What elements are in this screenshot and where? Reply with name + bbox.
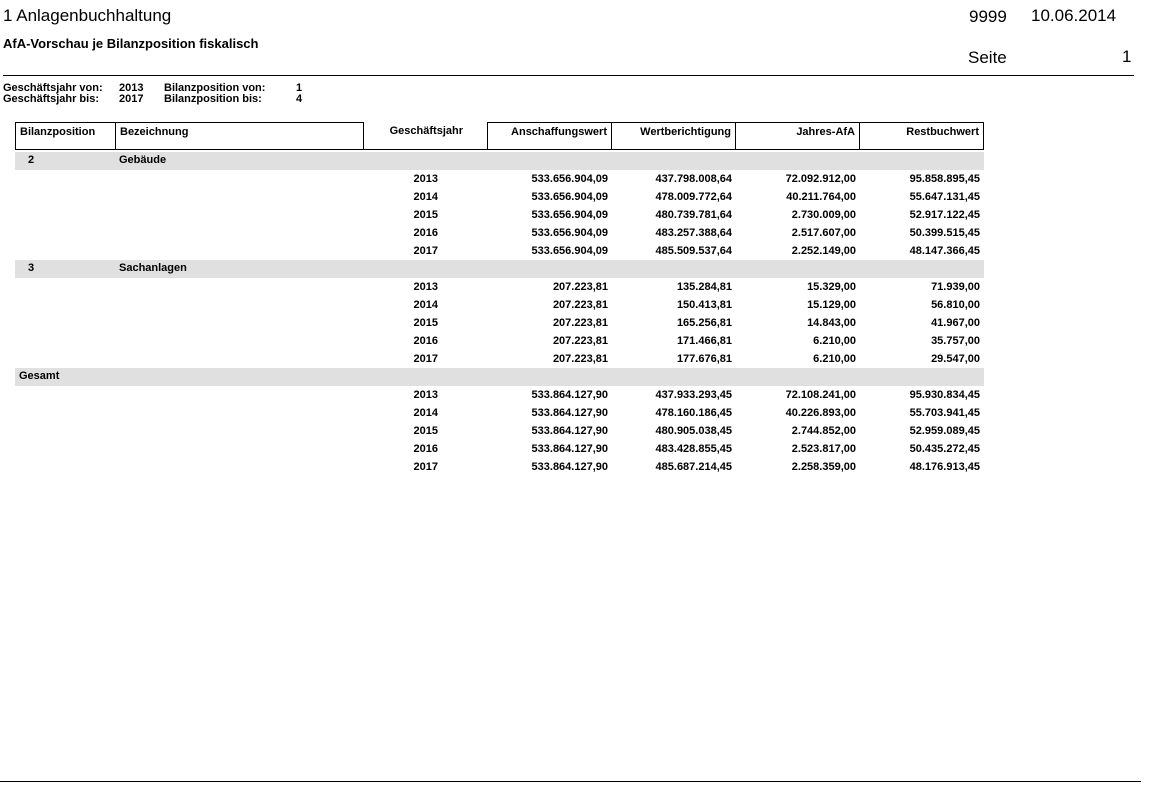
jahres-afa-cell: 6.210,00 <box>813 335 856 347</box>
jahres-afa-cell: 72.108.241,00 <box>785 389 856 401</box>
year-cell: 2016 <box>413 335 438 347</box>
restbuchwert-cell: 55.647.131,45 <box>909 191 980 203</box>
jahres-afa-cell: 15.129,00 <box>807 299 856 311</box>
jahres-afa-cell: 2.517.607,00 <box>791 227 856 239</box>
year-cell: 2013 <box>413 173 438 185</box>
jahres-afa-cell: 15.329,00 <box>807 281 856 293</box>
filter-gj-von-value: 2013 <box>119 82 144 94</box>
column-header-label: Bezeichnung <box>120 126 189 138</box>
wertberichtigung-cell: 485.509.537,64 <box>655 245 732 257</box>
table-row <box>15 386 984 404</box>
table-row <box>15 458 984 476</box>
table-row <box>15 404 984 422</box>
restbuchwert-cell: 50.399.515,45 <box>909 227 980 239</box>
group-row <box>15 152 984 170</box>
filter-bp-von-label: Bilanzposition von: <box>164 82 266 94</box>
page-label: Seite <box>968 48 1007 67</box>
wertberichtigung-cell: 150.413,81 <box>676 299 732 311</box>
jahres-afa-cell: 2.730.009,00 <box>791 209 856 221</box>
column-header-geschaeftsjahr <box>363 122 488 150</box>
wertberichtigung-cell: 478.160.186,45 <box>655 407 732 419</box>
page-number: 1 <box>1122 47 1132 66</box>
print-date: 10.06.2014 <box>1031 6 1117 25</box>
restbuchwert-cell: 50.435.272,45 <box>909 443 980 455</box>
jahres-afa-cell: 14.843,00 <box>807 317 856 329</box>
footer-divider <box>0 781 1141 782</box>
column-header-label: Restbuchwert <box>906 126 979 138</box>
year-cell: 2016 <box>413 227 438 239</box>
jahres-afa-cell: 6.210,00 <box>813 353 856 365</box>
group-position: 2 <box>28 154 35 166</box>
anschaffungswert-cell: 207.223,81 <box>552 353 608 365</box>
anschaffungswert-cell: 533.864.127,90 <box>531 443 608 455</box>
wertberichtigung-cell: 177.676,81 <box>676 353 732 365</box>
jahres-afa-cell: 2.252.149,00 <box>791 245 856 257</box>
anschaffungswert-cell: 533.656.904,09 <box>531 173 608 185</box>
column-header-wertberichtigung <box>611 122 736 150</box>
wertberichtigung-cell: 478.009.772,64 <box>655 191 732 203</box>
year-cell: 2015 <box>413 425 438 437</box>
table-row <box>15 422 984 440</box>
jahres-afa-cell: 72.092.912,00 <box>785 173 856 185</box>
year-cell: 2015 <box>413 317 438 329</box>
wertberichtigung-cell: 483.257.388,64 <box>655 227 732 239</box>
group-name: Gebäude <box>119 154 167 166</box>
jahres-afa-cell: 2.744.852,00 <box>791 425 856 437</box>
restbuchwert-cell: 41.967,00 <box>931 317 980 329</box>
filter-bp-von-value: 1 <box>296 82 303 94</box>
report-company: 1 Anlagenbuchhaltung <box>3 6 172 25</box>
table-row <box>15 332 984 350</box>
group-position: 3 <box>28 262 35 274</box>
restbuchwert-cell: 71.939,00 <box>931 281 980 293</box>
header-divider <box>3 75 1134 76</box>
filter-gj-bis-value: 2017 <box>119 93 144 105</box>
column-header-label: Wertberichtigung <box>640 126 731 138</box>
jahres-afa-cell: 40.226.893,00 <box>785 407 856 419</box>
restbuchwert-cell: 52.959.089,45 <box>909 425 980 437</box>
table-row <box>15 314 984 332</box>
table-row <box>15 296 984 314</box>
table-row <box>15 170 984 188</box>
restbuchwert-cell: 95.858.895,45 <box>909 173 980 185</box>
restbuchwert-cell: 95.930.834,45 <box>909 389 980 401</box>
filter-bp-bis-label: Bilanzposition bis: <box>164 93 262 105</box>
table-row <box>15 278 984 296</box>
year-cell: 2013 <box>413 281 438 293</box>
table-body <box>15 152 984 476</box>
restbuchwert-cell: 52.917.122,45 <box>909 209 980 221</box>
restbuchwert-cell: 56.810,00 <box>931 299 980 311</box>
wertberichtigung-cell: 165.256,81 <box>676 317 732 329</box>
column-header-label: Bilanzposition <box>20 126 96 138</box>
year-cell: 2014 <box>413 191 438 203</box>
table-row <box>15 188 984 206</box>
wertberichtigung-cell: 485.687.214,45 <box>655 461 732 473</box>
year-cell: 2014 <box>413 299 438 311</box>
restbuchwert-cell: 48.147.366,45 <box>909 245 980 257</box>
wertberichtigung-cell: 135.284,81 <box>676 281 732 293</box>
year-cell: 2015 <box>413 209 438 221</box>
anschaffungswert-cell: 533.864.127,90 <box>531 389 608 401</box>
restbuchwert-cell: 48.176.913,45 <box>909 461 980 473</box>
restbuchwert-cell: 29.547,00 <box>931 353 980 365</box>
restbuchwert-cell: 55.703.941,45 <box>909 407 980 419</box>
restbuchwert-cell: 35.757,00 <box>931 335 980 347</box>
report-subtitle: AfA-Vorschau je Bilanzposition fiskalisch <box>3 36 259 51</box>
column-header-label: Geschäftsjahr <box>389 125 463 137</box>
anschaffungswert-cell: 533.656.904,09 <box>531 191 608 203</box>
column-header-bilanzposition <box>15 122 116 150</box>
filter-bp-bis-value: 4 <box>296 93 303 105</box>
column-header-anschaffungswert <box>487 122 612 150</box>
anschaffungswert-cell: 533.656.904,09 <box>531 209 608 221</box>
jahres-afa-cell: 40.211.764,00 <box>786 191 856 203</box>
anschaffungswert-cell: 533.864.127,90 <box>531 425 608 437</box>
year-cell: 2017 <box>413 353 438 365</box>
column-header-restbuchwert <box>859 122 984 150</box>
wertberichtigung-cell: 483.428.855,45 <box>655 443 732 455</box>
table-row <box>15 224 984 242</box>
wertberichtigung-cell: 171.466,81 <box>676 335 732 347</box>
group-name: Sachanlagen <box>119 262 187 274</box>
anschaffungswert-cell: 207.223,81 <box>552 317 608 329</box>
table-row <box>15 206 984 224</box>
company-number: 9999 <box>969 7 1007 26</box>
jahres-afa-cell: 2.258.359,00 <box>791 461 856 473</box>
anschaffungswert-cell: 533.864.127,90 <box>531 407 608 419</box>
wertberichtigung-cell: 437.798.008,64 <box>655 173 732 185</box>
group-row <box>15 368 984 386</box>
column-header-label: Anschaffungswert <box>511 126 607 138</box>
filter-gj-bis-label: Geschäftsjahr bis: <box>3 93 99 105</box>
anschaffungswert-cell: 207.223,81 <box>552 281 608 293</box>
group-position: Gesamt <box>19 370 60 382</box>
table-row <box>15 242 984 260</box>
anschaffungswert-cell: 533.864.127,90 <box>531 461 608 473</box>
jahres-afa-cell: 2.523.817,00 <box>791 443 856 455</box>
anschaffungswert-cell: 207.223,81 <box>552 335 608 347</box>
year-cell: 2014 <box>413 407 438 419</box>
table-row <box>15 350 984 368</box>
wertberichtigung-cell: 480.905.038,45 <box>655 425 732 437</box>
anschaffungswert-cell: 207.223,81 <box>552 299 608 311</box>
year-cell: 2013 <box>413 389 438 401</box>
table-header <box>15 122 984 151</box>
column-header-jahres-afa <box>735 122 860 150</box>
table-row <box>15 440 984 458</box>
filter-gj-von-label: Geschäftsjahr von: <box>3 82 103 94</box>
anschaffungswert-cell: 533.656.904,09 <box>531 227 608 239</box>
wertberichtigung-cell: 480.739.781,64 <box>655 209 732 221</box>
year-cell: 2017 <box>413 245 438 257</box>
column-header-bezeichnung <box>115 122 364 150</box>
group-row <box>15 260 984 278</box>
year-cell: 2017 <box>413 461 438 473</box>
column-header-label: Jahres-AfA <box>796 126 855 138</box>
anschaffungswert-cell: 533.656.904,09 <box>531 245 608 257</box>
wertberichtigung-cell: 437.933.293,45 <box>655 389 732 401</box>
year-cell: 2016 <box>413 443 438 455</box>
